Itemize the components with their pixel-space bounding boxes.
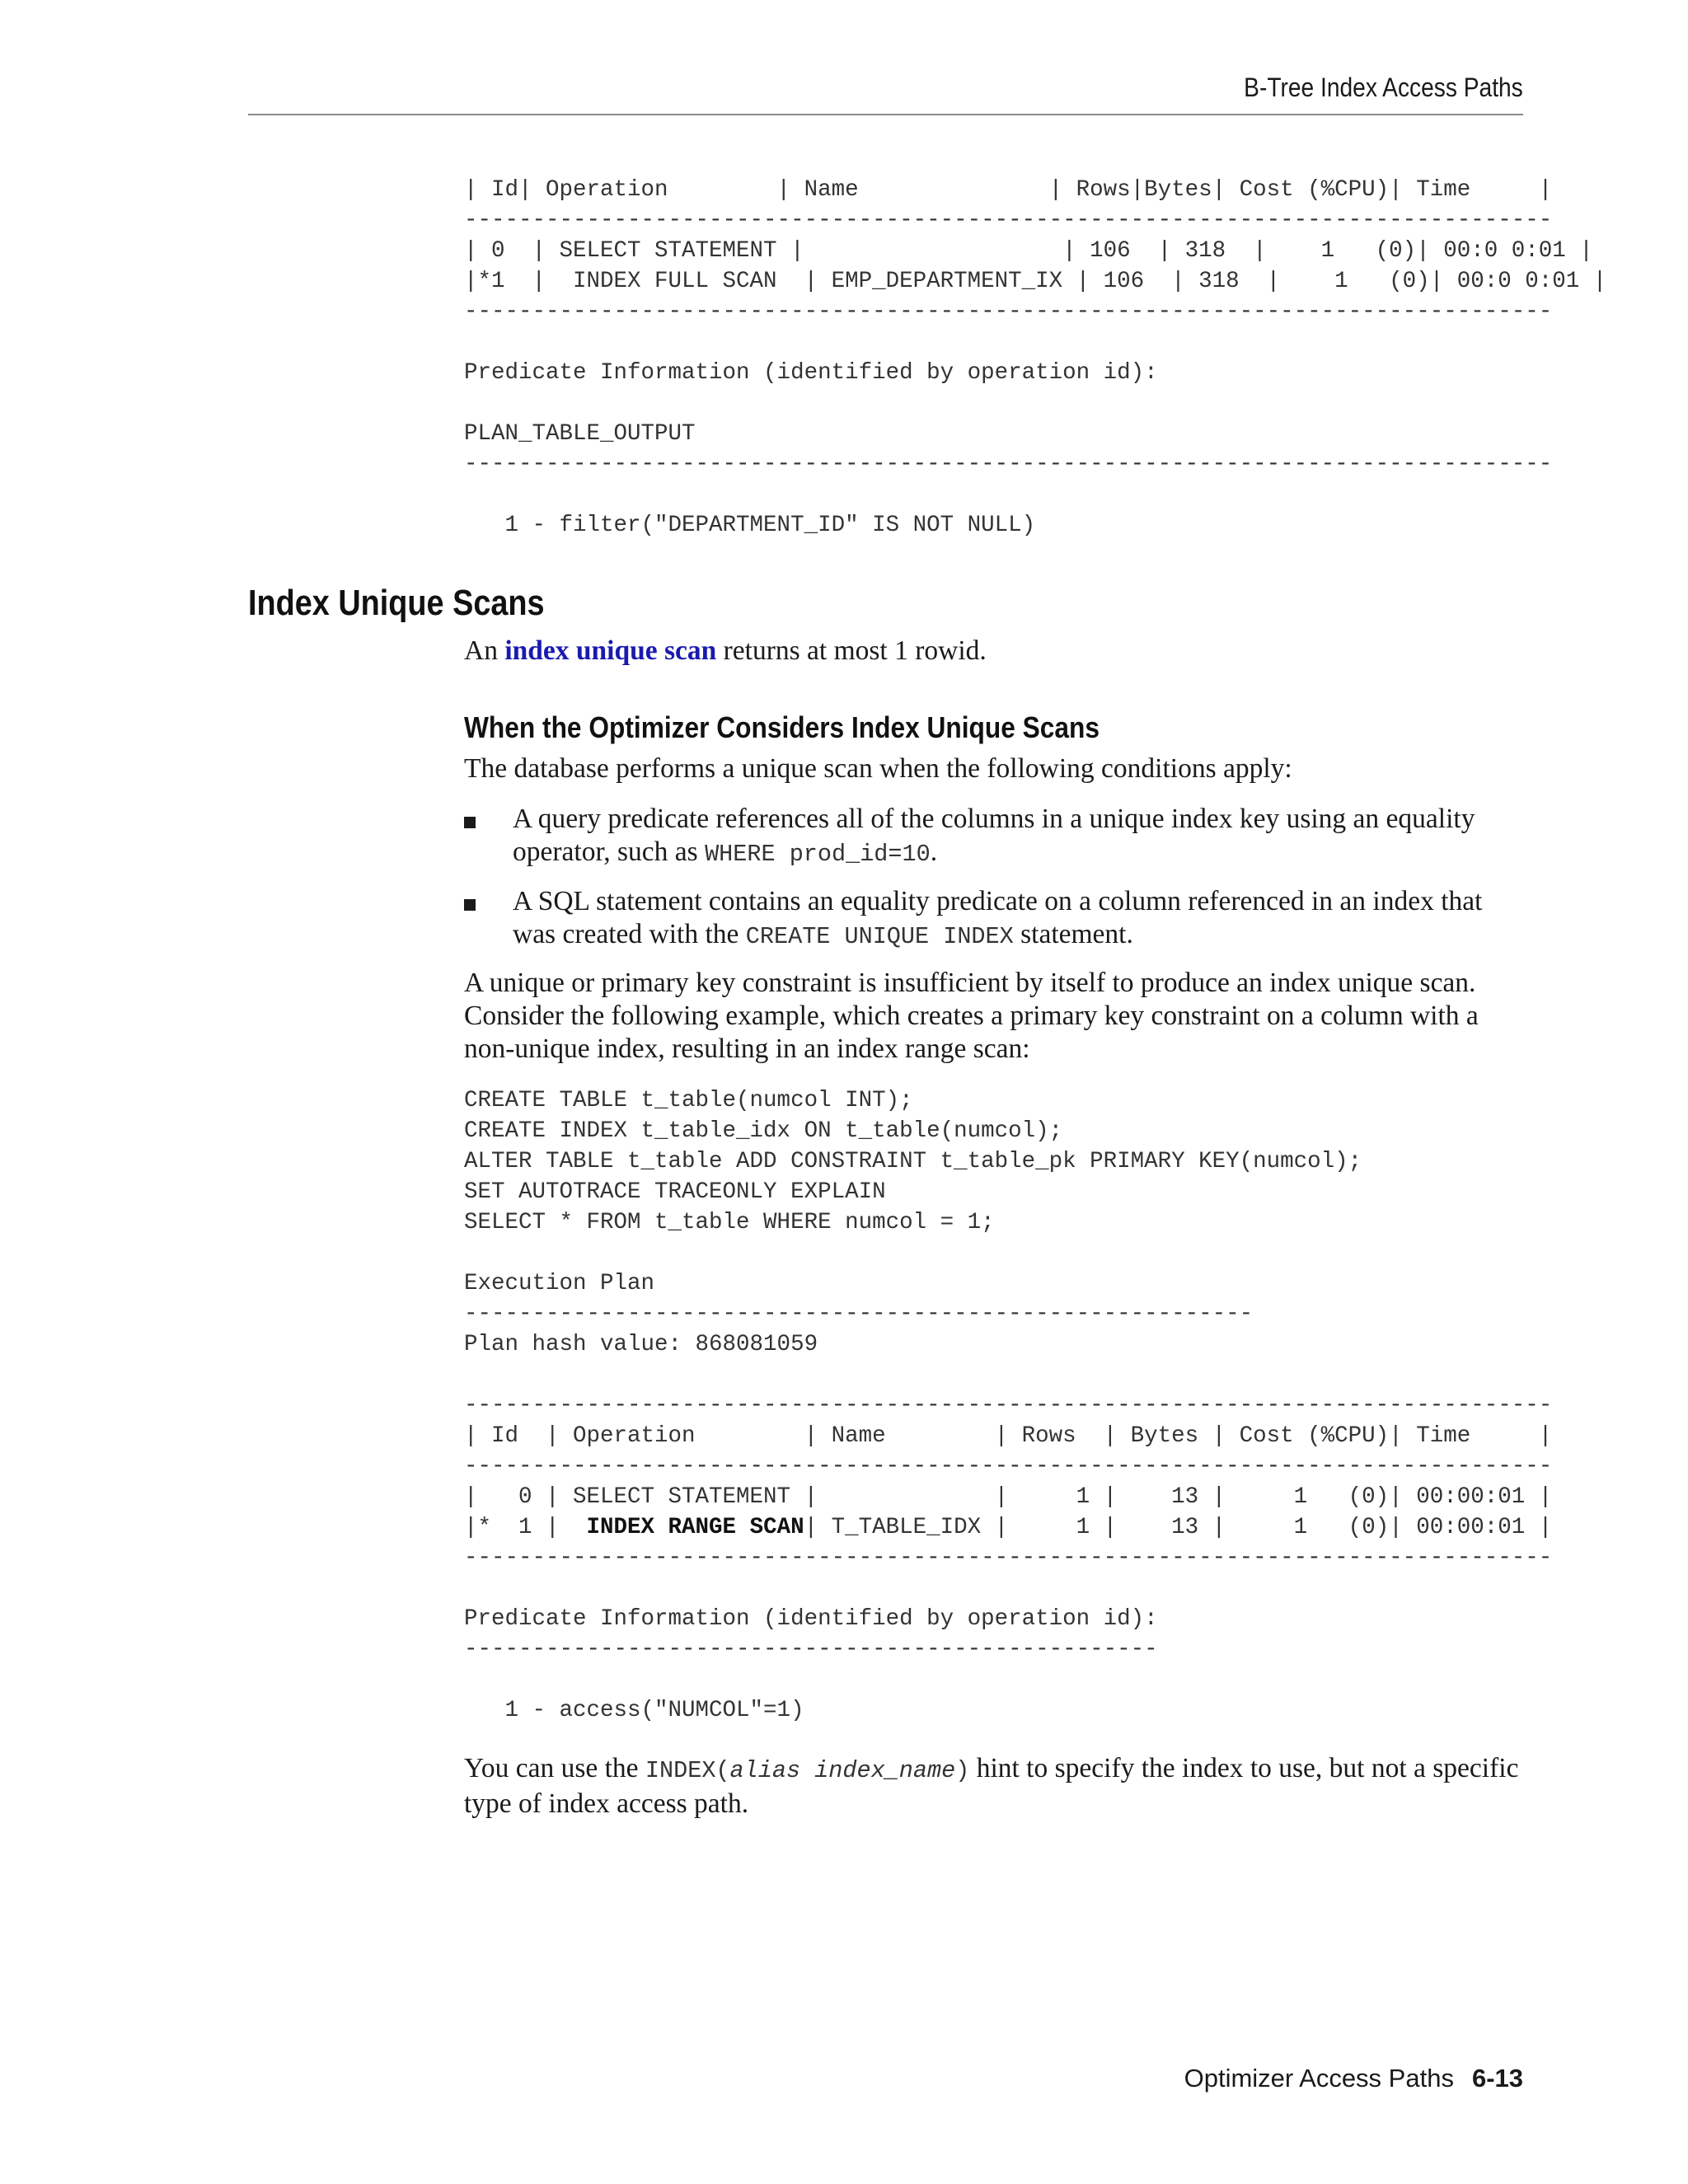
plan1-predicate-title: Predicate Information (identified by operation id): — [464, 360, 1158, 386]
code-line: SELECT * FROM t_table WHERE numcol = 1; — [464, 1210, 995, 1235]
plan2-separator: --------------------------------------------------- — [464, 1637, 1158, 1662]
code-line: ALTER TABLE t_table ADD CONSTRAINT t_table_pk PRIMARY KEY(numcol); — [464, 1149, 1362, 1174]
plan1-separator: -------------------------------------------------------------------------------- — [464, 208, 1553, 233]
index-unique-scan-link[interactable]: index unique scan — [504, 635, 717, 666]
plan2-separator: -------------------------------------------------------------------------------- — [464, 1393, 1553, 1418]
intro-suffix: returns at most 1 rowid. — [716, 635, 987, 666]
plan2-row-suffix: | T_TABLE_IDX | 1 | 13 | 1 (0)| 00:00:01 | — [804, 1515, 1553, 1540]
plan2-row-prefix: |* 1 | — [464, 1515, 587, 1540]
bullet-item — [513, 803, 1526, 871]
intro-paragraph — [464, 635, 1527, 668]
bullet-text: A query predicate references all of the columns in a unique index key using an equality operator, such as — [513, 804, 1475, 867]
bullet-marker — [464, 899, 476, 911]
plan2-separator: ---------------------------------------------------------- — [464, 1301, 1254, 1327]
bullet-text-end: statement. — [1013, 919, 1133, 949]
plan-hash-value: Plan hash value: 868081059 — [464, 1332, 818, 1357]
bullet-item — [513, 885, 1526, 954]
plan1-plan-table-output: PLAN_TABLE_OUTPUT — [464, 421, 696, 447]
plan1-row: |*1 | INDEX FULL SCAN | EMP_DEPARTMENT_IX | 106 | 318 | 1 (0)| 00:0 0:01 | — [464, 269, 1607, 294]
plan1-filter: 1 - filter("DEPARTMENT_ID" IS NOT NULL) — [464, 513, 1036, 538]
page-number: 6-13 — [1471, 2064, 1523, 2093]
conditions-intro: The database performs a unique scan when the following conditions apply: — [464, 753, 1292, 784]
code-line: CREATE INDEX t_table_idx ON t_table(numcol); — [464, 1118, 1063, 1144]
plan1-separator: -------------------------------------------------------------------------------- — [464, 452, 1553, 477]
inline-code — [645, 1757, 969, 1784]
hint-paragraph — [464, 1752, 1527, 1821]
intro-prefix: An — [464, 635, 505, 666]
subsection-heading: When the Optimizer Considers Index Unique Scans — [464, 710, 1100, 744]
plan2-row — [464, 1512, 1552, 1543]
hint-suffix: hint to specify the index to use, but not a specific type of index access path. — [464, 1753, 1519, 1819]
inline-code: CREATE UNIQUE INDEX — [745, 923, 1014, 950]
constraint-paragraph: A unique or primary key constraint is insufficient by itself to produce an index unique scan. Consider the following example, which creates a primary key constraint on a column with a non-unique index, resulting in an index range scan: — [464, 968, 1479, 1064]
bullet-text: A SQL statement contains an equality predicate on a column referenced in an index that was created with the — [513, 886, 1483, 949]
header-rule — [248, 114, 1523, 115]
plan2-access: 1 - access("NUMCOL"=1) — [464, 1698, 804, 1723]
page-footer — [1184, 2064, 1523, 2093]
execution-plan-title: Execution Plan — [464, 1271, 655, 1296]
hint-prefix: You can use the — [464, 1753, 645, 1783]
hint-code-name: INDEX( — [645, 1757, 730, 1784]
inline-code: WHERE prod_id=10 — [705, 841, 931, 868]
plan1-separator: -------------------------------------------------------------------------------- — [464, 299, 1553, 325]
plan2-separator: -------------------------------------------------------------------------------- — [464, 1454, 1553, 1479]
bullet-marker — [464, 817, 476, 828]
running-header: B-Tree Index Access Paths — [1244, 73, 1523, 102]
plan1-header: | Id| Operation | Name | Rows|Bytes| Cost (%CPU)| Time | — [464, 177, 1553, 203]
code-line: CREATE TABLE t_table(numcol INT); — [464, 1088, 913, 1113]
plan1-row: | 0 | SELECT STATEMENT | | 106 | 318 | 1 (0)| 00:0 0:01 | — [464, 238, 1593, 264]
plan2-header: | Id | Operation | Name | Rows | Bytes | Cost (%CPU)| Time | — [464, 1423, 1553, 1449]
hint-code-close: ) — [955, 1757, 970, 1784]
bullet-text-end: . — [930, 837, 938, 867]
plan2-row: | 0 | SELECT STATEMENT | | 1 | 13 | 1 (0)| 00:00:01 | — [464, 1484, 1553, 1510]
plan2-predicate-title: Predicate Information (identified by operation id): — [464, 1606, 1158, 1632]
section-heading: Index Unique Scans — [248, 583, 545, 623]
hint-code-args: alias index_name — [729, 1757, 956, 1784]
plan2-separator: -------------------------------------------------------------------------------- — [464, 1545, 1553, 1571]
footer-chapter: Optimizer Access Paths — [1184, 2064, 1454, 2093]
code-line: SET AUTOTRACE TRACEONLY EXPLAIN — [464, 1179, 886, 1205]
plan2-row-operation: INDEX RANGE SCAN — [586, 1515, 804, 1540]
